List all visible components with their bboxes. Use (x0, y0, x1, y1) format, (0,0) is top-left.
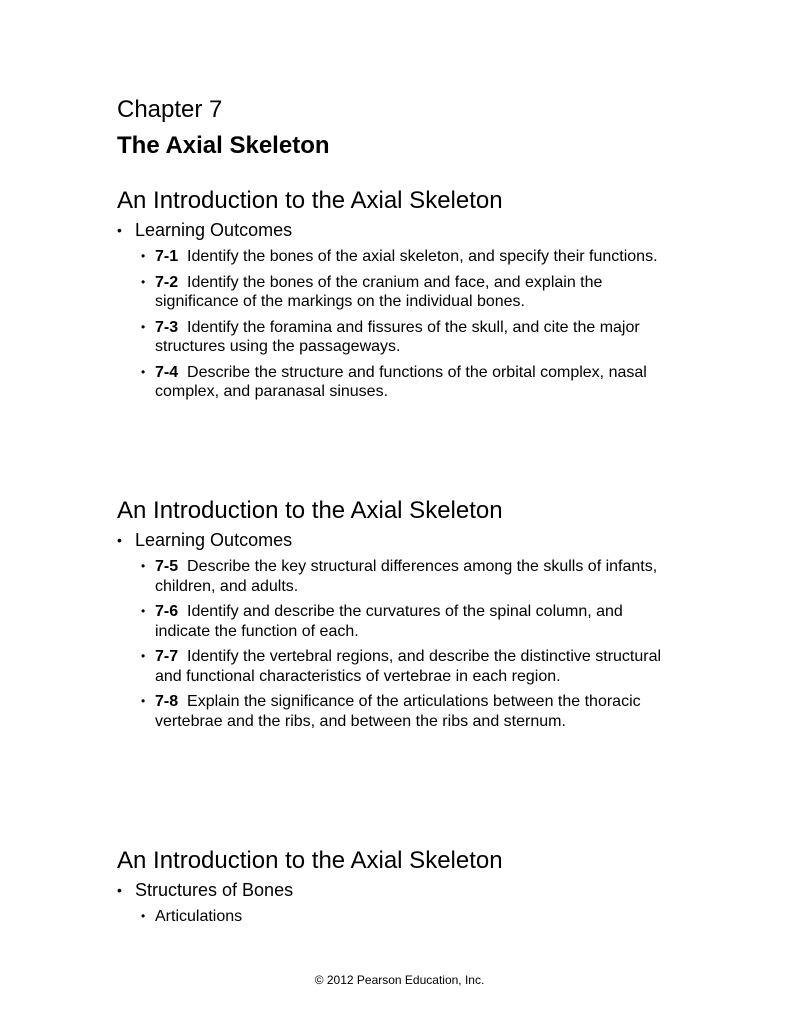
section-3 (117, 847, 677, 927)
list-item: • 7-1 Identify the bones of the axial skeleton, and specify their functions. (155, 247, 677, 267)
section-heading: An Introduction to the Axial Skeleton (117, 497, 503, 524)
list-item: • 7-8 Explain the significance of the articulations between the thoracic vertebrae and the ribs, and between the ribs and sternum. (155, 692, 677, 731)
list-item: • 7-4 Describe the structure and functions of the orbital complex, nasal complex, and paranasal sinuses. (155, 363, 677, 402)
list-item: • 7-7 Identify the vertebral regions, and describe the distinctive structural and functional characteristics of vertebrae in each region. (155, 647, 677, 686)
list-item: • 7-6 Identify and describe the curvatures of the spinal column, and indicate the function of each. (155, 602, 677, 641)
section-1 (117, 187, 677, 402)
list-item: • 7-2 Identify the bones of the cranium and face, and explain the significance of the markings on the individual bones. (155, 273, 677, 312)
list-item: • 7-5 Describe the key structural differences among the skulls of infants, children, and adults. (155, 557, 677, 596)
section-heading: An Introduction to the Axial Skeleton (117, 187, 503, 214)
section-2 (117, 497, 677, 731)
list-item: • 7-3 Identify the foramina and fissures of the skull, and cite the major structures using the passageways. (155, 318, 677, 357)
copyright-footer: © 2012 Pearson Education, Inc. (314, 973, 485, 987)
section-topic: • Learning Outcomes (117, 529, 677, 551)
chapter-label: Chapter 7 (117, 96, 223, 123)
section-heading: An Introduction to the Axial Skeleton (117, 847, 503, 874)
section-topic: • Learning Outcomes (117, 219, 677, 241)
list-item: • Articulations (155, 907, 677, 927)
chapter-title: The Axial Skeleton (117, 132, 330, 159)
section-topic: • Structures of Bones (117, 879, 677, 901)
